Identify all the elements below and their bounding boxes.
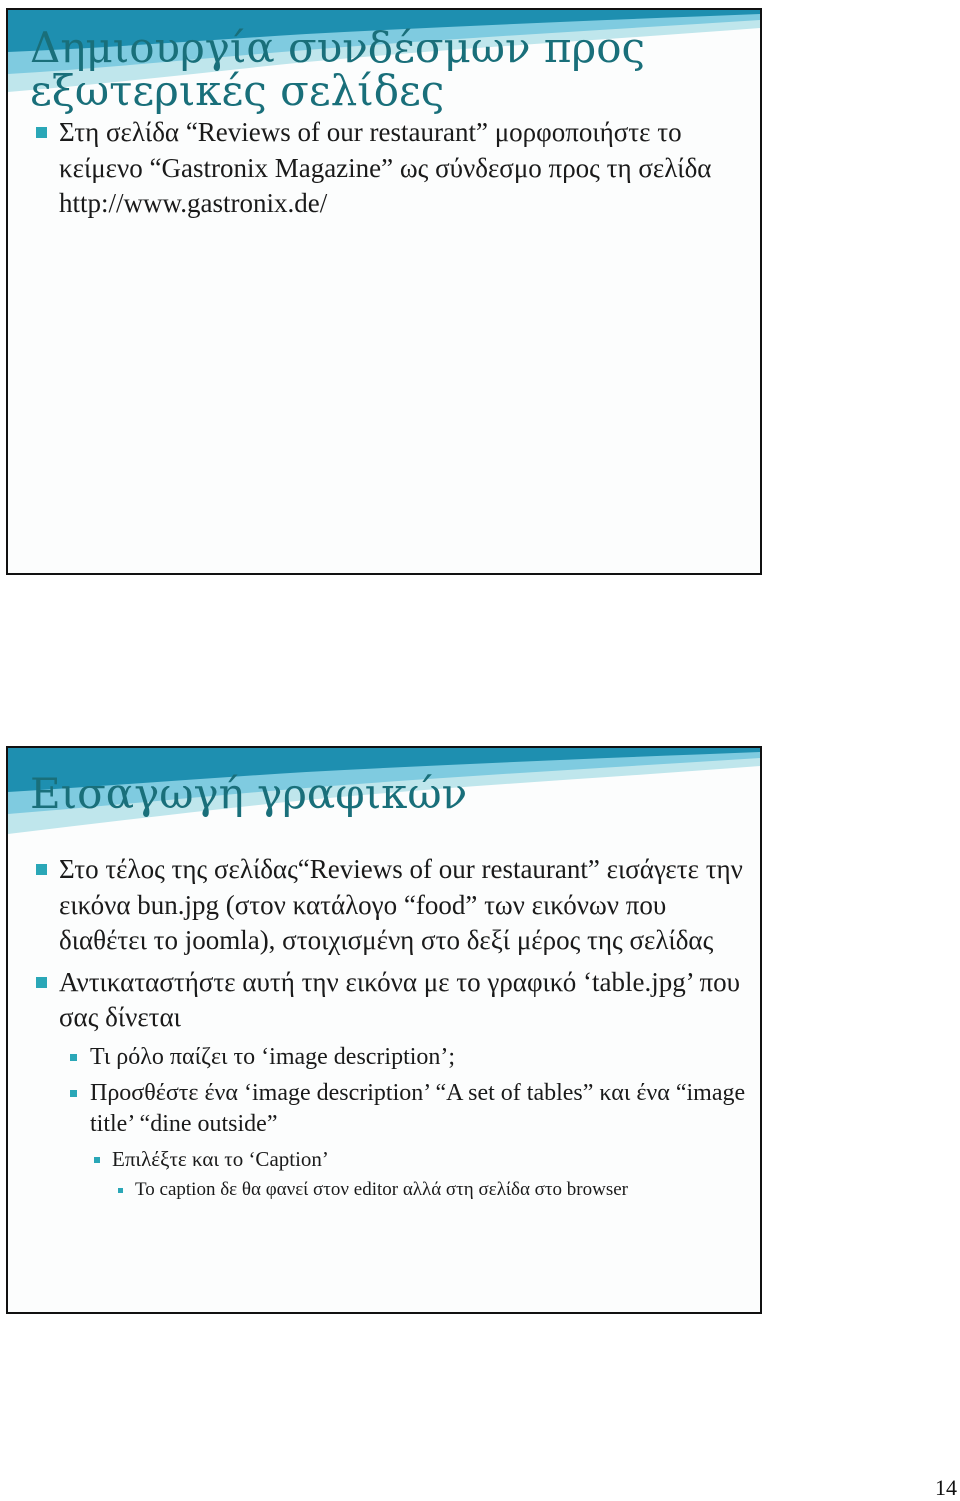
bullet-marker-icon [94, 1157, 100, 1163]
list-item [8, 1078, 748, 1140]
bullet-marker-icon [36, 977, 47, 988]
list-item-text: Αντικαταστήστε αυτή την εικόνα με το γραφικό ‘table.jpg’ που σας δίνεται [59, 966, 740, 1032]
list-item-text: To caption δε θα φανεί στον editor αλλά στη σελίδα στο browser [135, 1178, 629, 1200]
bullet-list [8, 115, 748, 228]
list-item-text: Τι ρόλο παίζει το ‘image description’; [90, 1043, 456, 1070]
list-item-text: Επιλέξτε και το ‘Caption’ [112, 1146, 329, 1171]
list-item [8, 1177, 748, 1203]
slide-title-line-1: Δημιουργία συνδέσμων προς [30, 23, 646, 72]
slide-title [30, 23, 646, 115]
bullet-marker-icon [70, 1090, 77, 1097]
bullet-marker-icon [36, 127, 47, 138]
bullet-marker-icon [70, 1054, 77, 1061]
slide-1 [6, 8, 762, 575]
list-item-text: Προσθέστε ένα ‘image description’ “A set of tables” και ένα “image title’ “dine outside” [90, 1079, 746, 1137]
list-item [8, 1145, 748, 1173]
list-item [8, 852, 748, 959]
bullet-list [8, 852, 748, 1203]
bullet-marker-icon [36, 864, 47, 875]
list-item [8, 1042, 748, 1073]
list-item [8, 965, 748, 1036]
slide-title [30, 769, 468, 818]
page-number: 14 [935, 1475, 957, 1500]
slide-2 [6, 746, 762, 1314]
list-item [8, 115, 748, 222]
bullet-marker-icon [118, 1188, 123, 1193]
slide-title-line-2: εξωτερικές σελίδες [30, 66, 445, 115]
list-item-text: Στη σελίδα “Reviews of our restaurant” μορφοποιήστε το κείμενο “Gastronix Magazine” ως σύνδεσμο προς τη σελίδα http://www.gastronix.de/ [59, 117, 712, 218]
list-item-text: Στο τέλος της σελίδας“Reviews of our restaurant” εισάγετε την εικόνα bun.jpg (στον κατάλογο “food” των εικόνων που διαθέτει το joomla), στοιχισμένη στο δεξί μέρος της σελίδας [59, 854, 743, 955]
slide-title-line-1: Εισαγωγή γραφικών [30, 769, 468, 818]
